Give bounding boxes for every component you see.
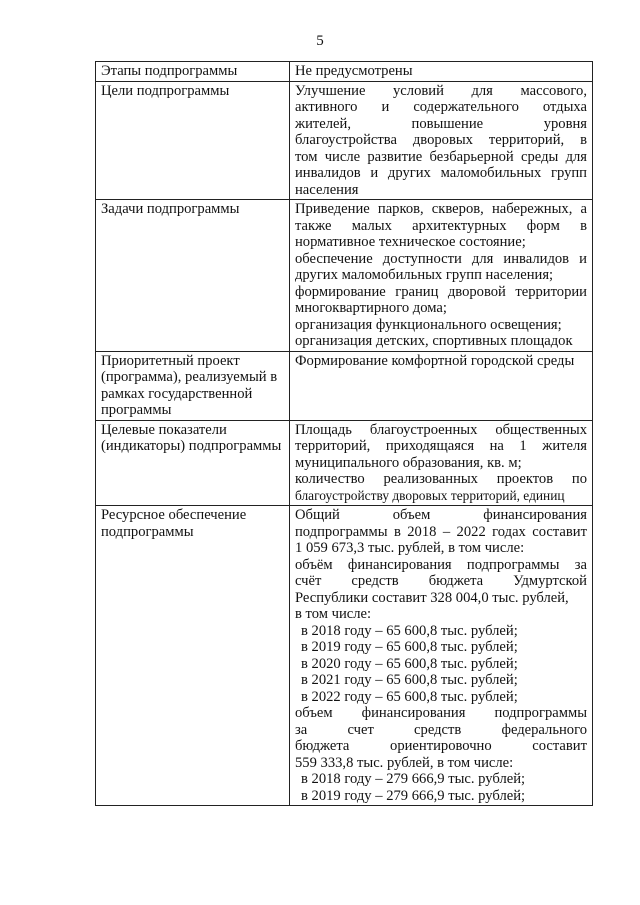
text-line: объём финансирования подпрограммы за [295, 556, 587, 573]
year-line: в 2020 году – 65 600,8 тыс. рублей; [301, 655, 518, 672]
text-line: счёт средств бюджета Удмуртской [295, 573, 587, 589]
text-line: бюджета ориентировочно составит [295, 738, 587, 754]
text-line: Приведение парков, скверов, набережных, а [295, 201, 587, 217]
text-line: объем финансирования подпрограммы [295, 705, 587, 721]
year-line: в 2019 году – 65 600,8 тыс. рублей; [301, 639, 518, 655]
row-value [290, 81, 593, 200]
row-label: Целевые показатели (индикаторы) подпрограммы [96, 420, 290, 506]
text-line: обеспечение доступности для инвалидов и [295, 250, 587, 267]
table-row [96, 81, 593, 200]
text-line: Формирование комфортной городской среды [295, 352, 575, 369]
text-line: многоквартирного дома; [295, 300, 447, 316]
text-line: нормативное техническое состояние; [295, 234, 526, 250]
text-line: Республики составит 328 004,0 тыс. рублей, [295, 589, 569, 606]
text-line: за счет средств федерального [295, 721, 587, 738]
table-row [96, 506, 593, 806]
row-value [290, 506, 593, 806]
text-line: количество реализованных проектов по [295, 471, 587, 487]
table-row [96, 62, 593, 82]
text-line: организация функционального освещения; [295, 316, 562, 333]
row-label: Приоритетный проект (программа), реализуемый в рамках государственной программы [96, 351, 290, 420]
table-row [96, 420, 593, 506]
page-number: 5 [316, 33, 324, 49]
row-value [290, 351, 593, 420]
subprogram-passport-table [95, 61, 593, 806]
text-line: организация детских, спортивных площадок [295, 333, 573, 349]
row-value [290, 200, 593, 352]
text-line: активного и содержательного отдыха [295, 99, 587, 115]
text-line: Общий объем финансирования [295, 507, 587, 523]
text-line: Не предусмотрены [295, 63, 413, 79]
table-row [96, 351, 593, 420]
year-line: в 2021 году – 65 600,8 тыс. рублей; [301, 672, 518, 688]
row-value [290, 62, 593, 82]
row-label: Ресурсное обеспечение подпрограммы [96, 506, 290, 806]
text-line: других маломобильных групп населения; [295, 267, 554, 283]
table-row [96, 200, 593, 352]
year-line: в 2018 году – 279 666,9 тыс. рублей; [301, 771, 526, 787]
text-line: жителей, повышение уровня [295, 115, 587, 132]
text-line: 559 333,8 тыс. рублей, в том числе: [295, 754, 514, 771]
text-line: также малых архитектурных форм в [295, 217, 587, 234]
text-line: инвалидов и других маломобильных групп [295, 165, 587, 181]
text-line: том числе развитие безбарьерной среды для [295, 148, 587, 165]
year-line: в 2018 году – 65 600,8 тыс. рублей; [301, 622, 518, 639]
text-line: Площадь благоустроенных общественных [295, 421, 587, 438]
text-line: населения [295, 181, 359, 198]
row-label: Задачи подпрограммы [96, 200, 290, 352]
text-line: подпрограммы в 2018 – 2022 годах составит [295, 523, 587, 540]
text-line: Улучшение условий для массового, [295, 82, 587, 99]
row-label: Этапы подпрограммы [96, 62, 290, 82]
text-line: формирование границ дворовой территории [295, 283, 587, 300]
text-line: благоустройства дворовых территорий, в [295, 132, 587, 148]
year-line: в 2022 году – 65 600,8 тыс. рублей; [301, 688, 518, 705]
text-line: в том числе: [295, 606, 372, 622]
text-line: муниципального образования, кв. м; [295, 454, 522, 471]
year-line: в 2019 году – 279 666,9 тыс. рублей; [301, 787, 526, 804]
row-label: Цели подпрограммы [96, 81, 290, 200]
row-value [290, 420, 593, 506]
text-line: территорий, приходящаяся на 1 жителя [295, 438, 587, 454]
text-line: 1 059 673,3 тыс. рублей, в том числе: [295, 540, 525, 556]
text-line: благоустройству дворовых территорий, единиц [295, 487, 565, 503]
